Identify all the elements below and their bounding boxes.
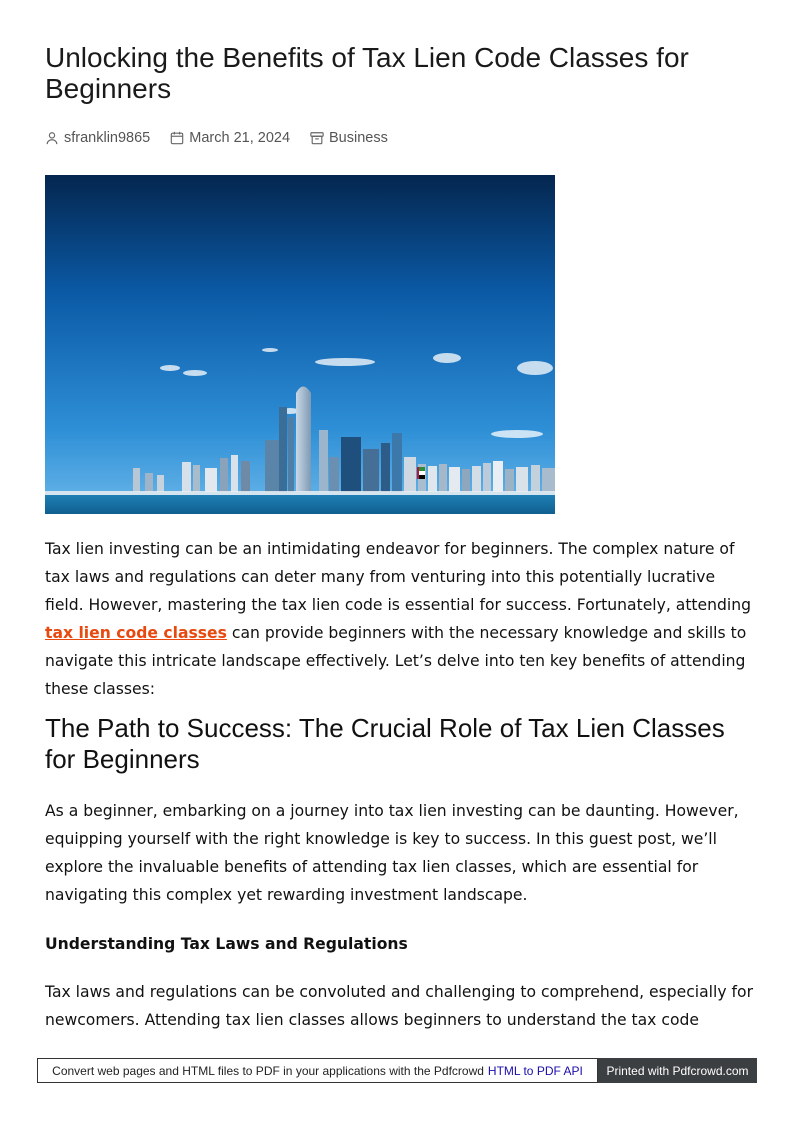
footer-text: Convert web pages and HTML files to PDF in your applications with the Pdfcrowd	[52, 1063, 484, 1078]
intro-paragraph	[45, 535, 753, 703]
calendar-icon	[170, 131, 184, 145]
section-heading: The Path to Success: The Crucial Role of Tax Lien Classes for Beginners	[45, 713, 725, 774]
intro-text-after: can provide beginners with the necessary knowledge and skills to navigate this intricate landscape effectively. Let’s delve into ten key benefits of attending these classes:	[45, 624, 747, 698]
pdfcrowd-footer	[37, 1058, 757, 1083]
section-paragraph: As a beginner, embarking on a journey into tax lien investing can be daunting. However, equipping yourself with the right knowledge is key to success. In this guest post, we’ll explore the invaluable benefits of attending tax lien classes, which are essential for navigating this complex yet rewarding investment landscape.	[45, 802, 739, 904]
article-title: Unlocking the Benefits of Tax Lien Code Classes for Beginners	[45, 42, 689, 104]
author-name[interactable]: sfranklin9865	[64, 130, 151, 146]
user-icon	[45, 131, 59, 145]
archive-icon	[310, 131, 324, 145]
category-meta[interactable]	[310, 130, 388, 146]
printed-with-badge[interactable]: Printed with Pdfcrowd.com	[598, 1058, 757, 1083]
tax-lien-code-classes-link[interactable]: tax lien code classes	[45, 624, 227, 642]
post-date[interactable]: March 21, 2024	[189, 130, 291, 146]
sub-paragraph: Tax laws and regulations can be convoluted and challenging to comprehend, especially for newcomers. Attending tax lien classes allows beginners to understand the tax code	[45, 983, 753, 1029]
city-skyline-image	[45, 175, 555, 514]
html-to-pdf-api-link[interactable]: HTML to PDF API	[487, 1063, 583, 1078]
date-meta[interactable]	[170, 130, 290, 146]
post-category[interactable]: Business	[329, 130, 388, 146]
hero-image	[45, 175, 555, 514]
subheading: Understanding Tax Laws and Regulations	[45, 935, 408, 953]
intro-text-before: Tax lien investing can be an intimidating endeavor for beginners. The complex nature of tax laws and regulations can deter many from venturing into this potentially lucrative field. However, mastering the tax lien code is essential for success. Fortunately, attending	[45, 540, 752, 614]
author-meta[interactable]	[45, 130, 150, 146]
post-meta	[45, 128, 408, 148]
footer-notice	[37, 1058, 598, 1083]
